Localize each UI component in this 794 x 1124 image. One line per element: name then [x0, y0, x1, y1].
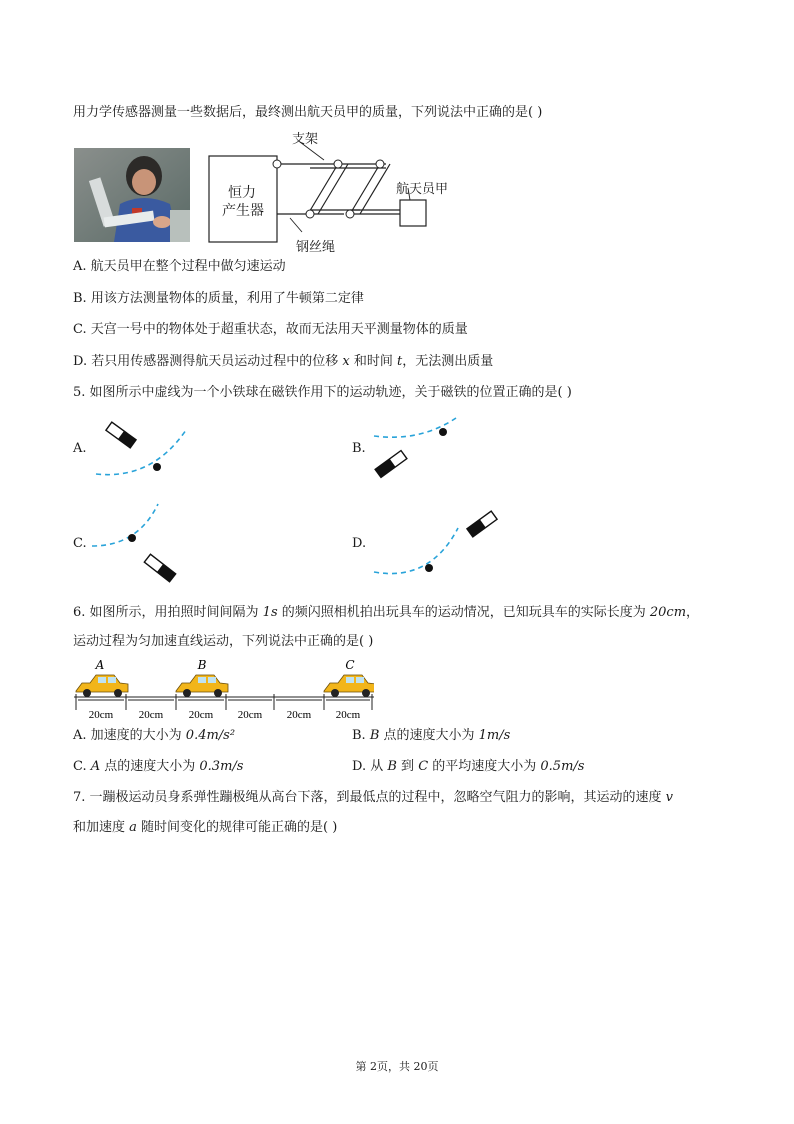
q5-label-a: A.	[73, 441, 87, 456]
q4-stem: 用力学传感器测量一些数据后，最终测出航天员甲的质量，下列说法中正确的是( )	[73, 105, 543, 120]
label-generator-2: 产生器	[222, 203, 264, 219]
q6-option-b: B. B 点的速度大小为 1m/s	[352, 728, 511, 743]
segment-1: 20cm	[88, 709, 114, 720]
q5-option-d-figure	[370, 506, 500, 582]
page-footer: 第 2页，共 20页	[355, 1060, 439, 1073]
q4-option-a: A. 航天员甲在整个过程中做匀速运动	[73, 259, 286, 274]
label-wire: 钢丝绳	[296, 240, 336, 255]
magnet-d	[467, 511, 497, 537]
q5-stem: 5. 如图所示中虚线为一个小铁球在磁铁作用下的运动轨迹，关于磁铁的位置正确的是( )	[73, 385, 572, 400]
q7-stem-2: 和加速度 a 随时间变化的规律可能正确的是( )	[73, 820, 338, 835]
car-label-c: C	[345, 660, 355, 672]
label-bracket: 支架	[292, 132, 319, 147]
q6-stem-2: 运动过程为匀加速直线运动，下列说法中正确的是( )	[73, 634, 374, 649]
q5-label-c: C.	[73, 536, 87, 551]
magnet-b	[375, 451, 407, 478]
astronaut-photo	[74, 148, 190, 242]
magnet-a	[106, 422, 136, 448]
q5-option-b-figure	[370, 414, 470, 486]
q4-option-d: D. 若只用传感器测得航天员运动过程中的位移 x 和时间 t，无法测出质量	[73, 354, 494, 369]
car-label-a: A	[95, 660, 105, 672]
label-astronaut: 航天员甲	[396, 182, 449, 197]
q4-option-b: B. 用该方法测量物体的质量，利用了牛顿第二定律	[73, 291, 364, 306]
toy-car-strobe-figure	[74, 660, 374, 720]
segment-4: 20cm	[237, 709, 263, 720]
segment-2: 20cm	[138, 709, 164, 720]
q5-option-c-figure	[88, 498, 188, 586]
segment-3: 20cm	[188, 709, 214, 720]
label-generator-1: 恒力	[228, 185, 256, 201]
q6-stem-1: 6. 如图所示，用拍照时间间隔为 1s 的频闪照相机拍出玩具车的运动情况，已知玩具车的实际长度为 20cm，	[73, 605, 700, 620]
q6-option-c: C. A 点的速度大小为 0.3m/s	[73, 759, 244, 774]
q4-option-c: C. 天宫一号中的物体处于超重状态，故而无法用天平测量物体的质量	[73, 322, 468, 337]
magnet-c	[144, 554, 175, 582]
segment-5: 20cm	[286, 709, 312, 720]
q5-label-b: B.	[352, 441, 366, 456]
q5-label-d: D.	[352, 536, 367, 551]
q5-option-a-figure	[90, 418, 200, 480]
car-label-b: B	[197, 660, 207, 672]
astronaut-block	[400, 200, 426, 226]
q6-option-d: D. 从 B 到 C 的平均速度大小为 0.5m/s	[352, 759, 585, 774]
segment-6: 20cm	[335, 709, 361, 720]
q7-stem-1: 7. 一蹦极运动员身系弹性蹦极绳从高台下落，到最低点的过程中，忽略空气阻力的影响，其运动的速度 v	[73, 790, 674, 805]
q6-option-a: A. 加速度的大小为 0.4m/s²	[73, 728, 236, 743]
